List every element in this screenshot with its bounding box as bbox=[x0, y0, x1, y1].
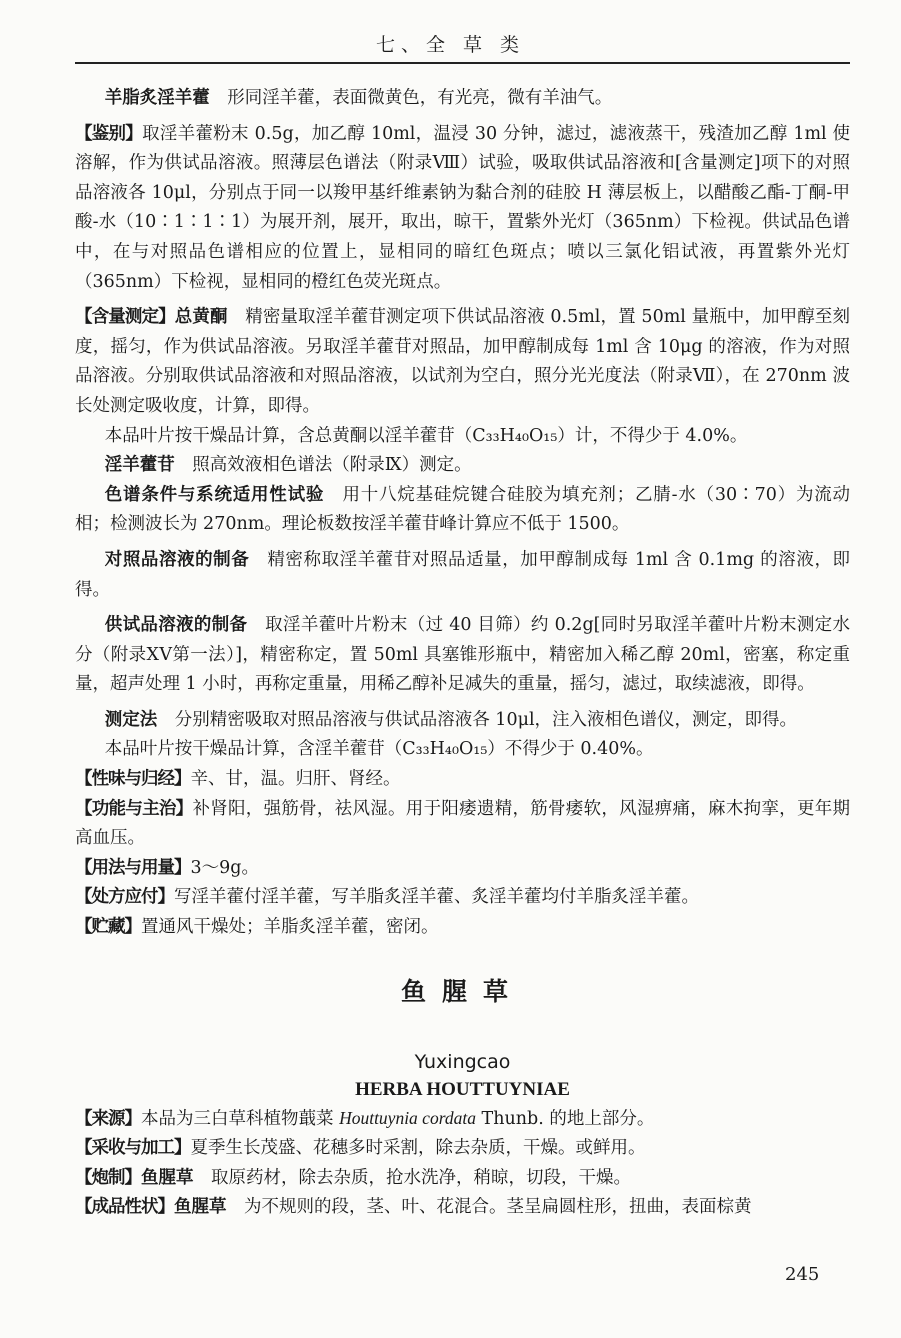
paragraph-yangzhi: 羊脂炙淫羊藿 形同淫羊藿，表面微黄色，有光亮，微有羊油气。 bbox=[104, 88, 613, 108]
paragraph-reference-solution: 对照品溶液的制备 精密称取淫羊藿苷对照品适量，加甲醇制成每 1ml 含 0.1mg 的溶液，即得。 bbox=[75, 549, 851, 600]
paragraph-icariin: 淫羊藿苷 照高效液相色谱法（附录Ⅸ）测定。 bbox=[104, 455, 472, 476]
paragraph-assay: 【含量测定】总黄酮 精密量取淫羊藿苷测定项下供试品溶液 0.5ml，置 50ml 量瓶中，加甲醇至刻度，摇匀，作为供试品溶液。另取淫羊藿苷对照品，加甲醇制成每 1ml 含 10μg 的溶液，作为对照品溶液。分别取供试品溶液和对照品溶液，以试剂为空白，照分光光度法（附录Ⅶ），在 270nm 波长处测定吸收度，计算，即得。 bbox=[75, 307, 851, 416]
paragraph-description: 【成品性状】鱼腥草 为不规则的段，茎、叶、花混合。茎呈扁圆柱形，扭曲，表面棕黄 bbox=[75, 1197, 752, 1218]
section-tag: 【贮藏】 bbox=[75, 917, 141, 938]
term-label: 淫羊藿苷 bbox=[104, 455, 175, 476]
paragraph-icariin-limit: 本品叶片按干燥品计算，含淫羊藿苷（C₃₃H₄₀O₁₅）不得少于 0.40%。 bbox=[104, 739, 654, 760]
paragraph-test-solution: 供试品溶液的制备 取淫羊藿叶片粉末（过 40 目筛）约 0.2g[同时另取淫羊藿叶片粉末测定水分（附录ⅩⅤ第一法）]，精密称定，置 50ml 具塞锥形瓶中，精密加入稀乙醇 20ml，密塞，称定重量，超声处理 1 小时，再称定重量，用稀乙醇补足减失的重量，摇匀，滤过，取续滤液，即得。 bbox=[75, 615, 850, 695]
paragraph-dispensing: 【处方应付】写淫羊藿付淫羊藿，写羊脂炙淫羊藿、炙淫羊藿均付羊脂炙淫羊藿。 bbox=[75, 887, 699, 908]
section-tag: 【来源】 bbox=[75, 1108, 141, 1129]
monograph-latin-name: HERBA HOUTTUYNIAE bbox=[355, 1078, 570, 1100]
section-tag: 【鉴别】 bbox=[75, 123, 143, 144]
term-label: 供试品溶液的制备 bbox=[104, 615, 248, 636]
term-label: 色谱条件与系统适用性试验 bbox=[104, 484, 325, 505]
page-body bbox=[75, 84, 850, 1223]
section-tag: 【功能与主治】 bbox=[75, 798, 193, 819]
section-tag: 【采收与加工】 bbox=[75, 1138, 191, 1159]
monograph-title: 鱼腥草 bbox=[400, 976, 524, 1006]
term-label: 测定法 bbox=[104, 709, 158, 730]
paragraph-procedure: 测定法 分别精密吸取对照品溶液与供试品溶液各 10μl，注入液相色谱仪，测定，即得。 bbox=[104, 709, 798, 730]
paragraph-processing: 【炮制】鱼腥草 取原药材，除去杂质，抢水洗净，稍晾，切段，干燥。 bbox=[75, 1167, 631, 1188]
section-tag: 【用法与用量】 bbox=[75, 857, 191, 878]
term-label: 总黄酮 bbox=[174, 307, 228, 328]
page-number: 245 bbox=[785, 1264, 820, 1285]
paragraph-property: 【性味与归经】辛、甘，温。归肝、肾经。 bbox=[75, 769, 401, 790]
section-tag: 【性味与归经】 bbox=[75, 769, 191, 790]
species-name: Houttuynia cordata bbox=[339, 1107, 476, 1128]
paragraph-source: 【来源】本品为三白草科植物蕺菜 Houttuynia cordata Thunb. 的地上部分。 bbox=[75, 1107, 655, 1129]
paragraph-storage: 【贮藏】置通风干燥处；羊脂炙淫羊藿，密闭。 bbox=[75, 917, 439, 938]
section-tag: 【成品性状】 bbox=[75, 1197, 174, 1218]
running-header-title: 七、全 草 类 bbox=[375, 34, 526, 56]
paragraph-dosage: 【用法与用量】3～9g。 bbox=[75, 857, 259, 878]
term-label: 羊脂炙淫羊藿 bbox=[104, 88, 210, 108]
paragraph-chromatography: 色谱条件与系统适用性试验 用十八烷基硅烷键合硅胶为填充剂；乙腈-水（30∶70）为流动相；检测波长为 270nm。理论板数按淫羊藿苷峰计算应不低于 1500。 bbox=[75, 484, 851, 535]
section-tag: 【处方应付】 bbox=[75, 887, 174, 908]
paragraph-assay-limit: 本品叶片按干燥品计算，含总黄酮以淫羊藿苷（C₃₃H₄₀O₁₅）计，不得少于 4.0%。 bbox=[104, 425, 748, 446]
term-label: 鱼腥草 bbox=[141, 1167, 194, 1188]
section-tag: 【含量测定】 bbox=[75, 307, 175, 328]
paragraph-harvest: 【采收与加工】夏季生长茂盛、花穗多时采割，除去杂质，干燥。或鲜用。 bbox=[75, 1138, 646, 1159]
header-rule bbox=[75, 62, 850, 64]
paragraph-function: 【功能与主治】补肾阳，强筋骨，祛风湿。用于阳痿遗精，筋骨痿软，风湿痹痛，麻木拘挛，更年期高血压。 bbox=[75, 798, 850, 849]
term-label: 鱼腥草 bbox=[174, 1197, 227, 1218]
section-tag: 【炮制】 bbox=[75, 1167, 141, 1188]
term-label: 对照品溶液的制备 bbox=[104, 549, 250, 570]
paragraph-identification: 【鉴别】取淫羊藿粉末 0.5g，加乙醇 10ml，温浸 30 分钟，滤过，滤液蒸干，残渣加乙醇 1ml 使溶解，作为供试品溶液。照薄层色谱法（附录Ⅷ）试验，吸取供试品溶液和[含量测定]项下的对照品溶液各 10μl，分别点于同一以羧甲基纤维素钠为黏合剂的硅胶 H 薄层板上，以醋酸乙酯-丁酮-甲酸-水（10∶1∶1∶1）为展开剂，展开，取出，晾干，置紫外光灯（365nm）下检视。供试品色谱中，在与对照品色谱相应的位置上，显相同的暗红色斑点；喷以三氯化铝试液，再置紫外光灯（365nm）下检视，显相同的橙红色荧光斑点。 bbox=[75, 123, 850, 292]
monograph-pinyin: Yuxingcao bbox=[414, 1050, 511, 1073]
running-header bbox=[0, 0, 901, 60]
